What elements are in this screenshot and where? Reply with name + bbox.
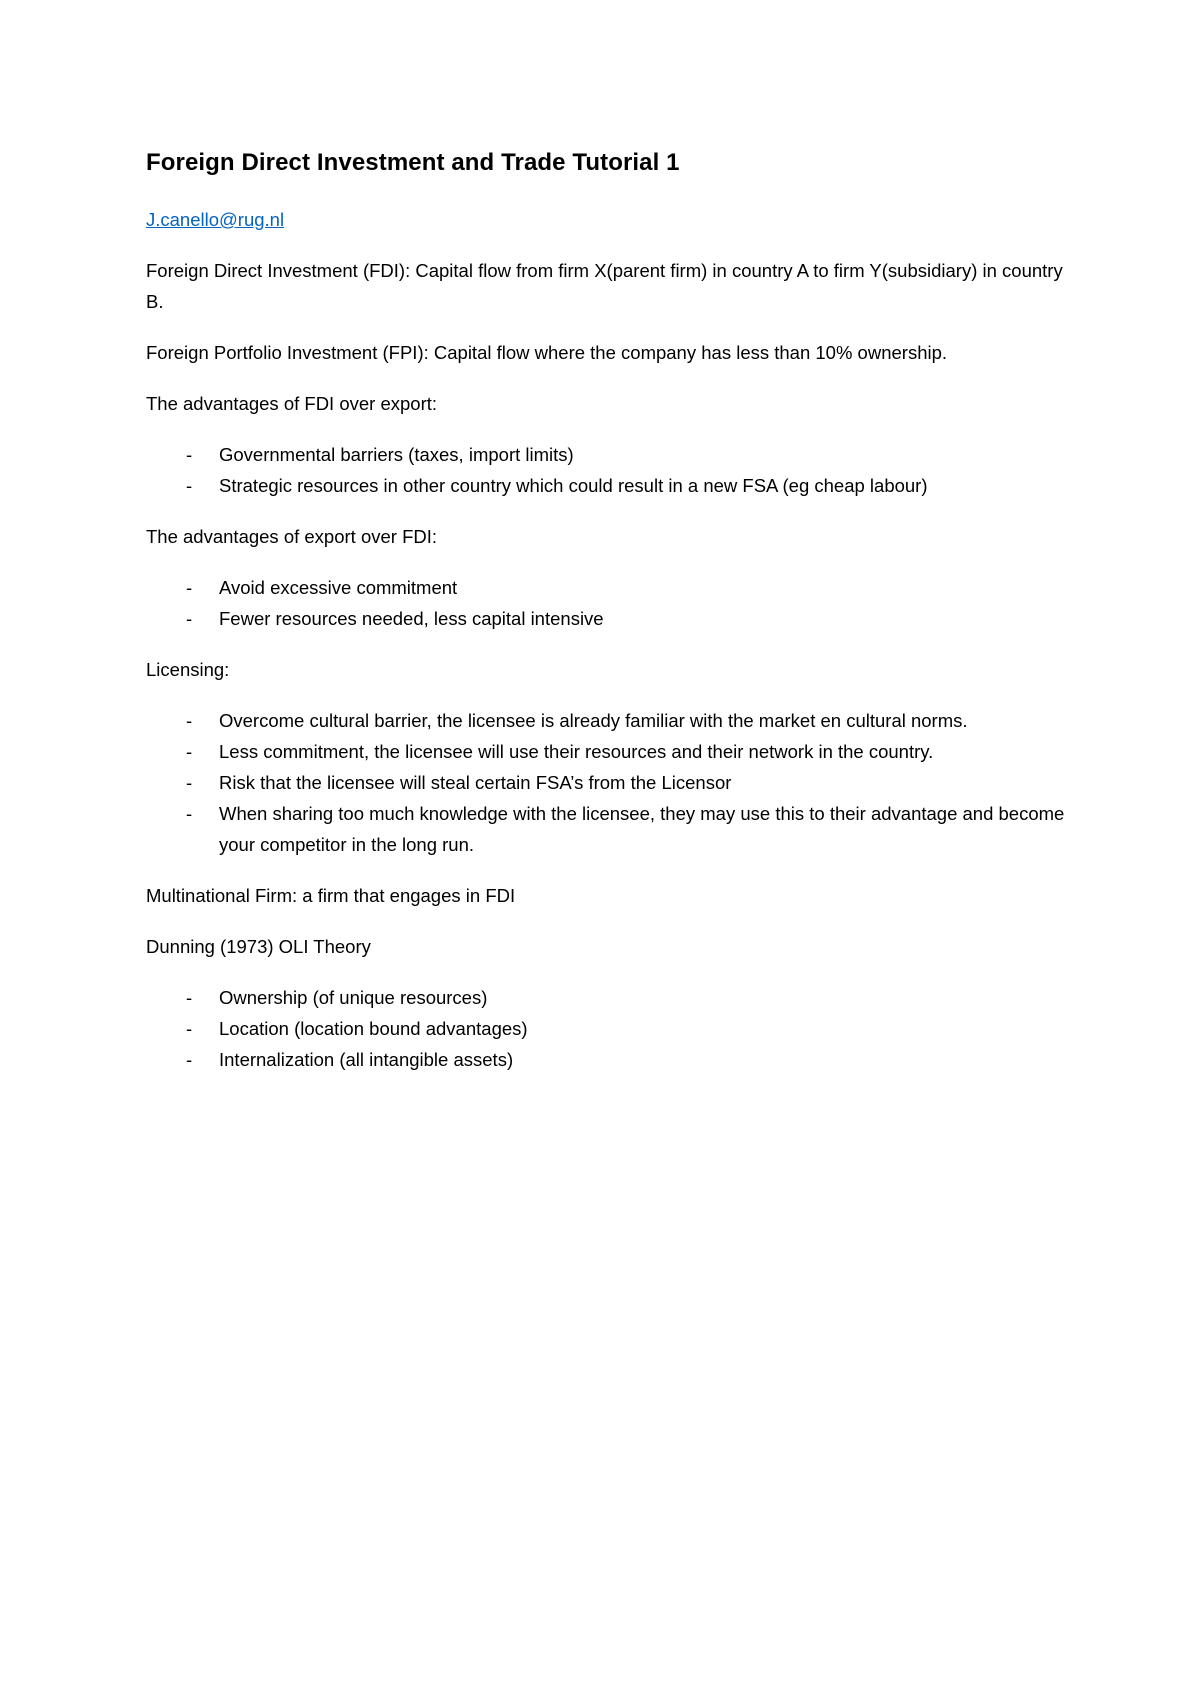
fpi-definition: Foreign Portfolio Investment (FPI): Capital flow where the company has less than 10% ownership. [146,342,948,363]
list-item-text: Location (location bound advantages) [219,1018,528,1039]
dash-marker: - [186,741,193,762]
export-over-fdi-heading: The advantages of export over FDI: [146,526,438,547]
fdi-over-export-list [146,439,1076,501]
list-item [146,736,1076,767]
dash-marker: - [186,608,193,629]
export-over-fdi-list [146,572,1076,634]
list-item [146,603,1076,634]
list-item [146,705,1076,736]
licensing-heading: Licensing: [146,659,230,680]
dash-marker: - [186,803,193,824]
document-content [146,148,1076,1095]
list-item-text: Overcome cultural barrier, the licensee is already familiar with the market en cultural norms. [219,710,968,731]
list-item [146,1013,1076,1044]
list-item [146,982,1076,1013]
list-item-text: Internalization (all intangible assets) [219,1049,514,1070]
oli-list [146,982,1076,1075]
list-item [146,572,1076,603]
multinational-firm-definition: Multinational Firm: a firm that engages in FDI [146,885,516,906]
licensing-list [146,705,1076,860]
list-item [146,439,1076,470]
dash-marker: - [186,772,193,793]
list-item [146,470,1076,501]
document-title: Foreign Direct Investment and Trade Tutorial 1 [146,149,680,176]
list-item-text: Fewer resources needed, less capital intensive [219,608,604,629]
oli-heading: Dunning (1973) OLI Theory [146,936,371,957]
dash-marker: - [186,1049,193,1070]
email-paragraph [146,204,1076,235]
list-item-text: Less commitment, the licensee will use their resources and their network in the country. [219,741,934,762]
list-item-text: Ownership (of unique resources) [219,987,488,1008]
dash-marker: - [186,577,193,598]
fdi-over-export-heading: The advantages of FDI over export: [146,393,438,414]
list-item-text: Risk that the licensee will steal certain FSA’s from the Licensor [219,772,732,793]
dash-marker: - [186,710,193,731]
list-item [146,767,1076,798]
email-link[interactable]: J.canello@rug.nl [146,209,285,230]
list-item-text: When sharing too much knowledge with the licensee, they may use this to their advantage and become your competitor in the long run. [219,803,1065,855]
list-item-text: Strategic resources in other country which could result in a new FSA (eg cheap labour) [219,475,928,496]
list-item-text: Avoid excessive commitment [219,577,458,598]
dash-marker: - [186,444,193,465]
dash-marker: - [186,1018,193,1039]
dash-marker: - [186,987,193,1008]
list-item [146,798,1076,860]
list-item [146,1044,1076,1075]
fdi-definition: Foreign Direct Investment (FDI): Capital flow from firm X(parent firm) in country A to firm Y(subsidiary) in country B. [146,260,1063,312]
dash-marker: - [186,475,193,496]
list-item-text: Governmental barriers (taxes, import limits) [219,444,574,465]
